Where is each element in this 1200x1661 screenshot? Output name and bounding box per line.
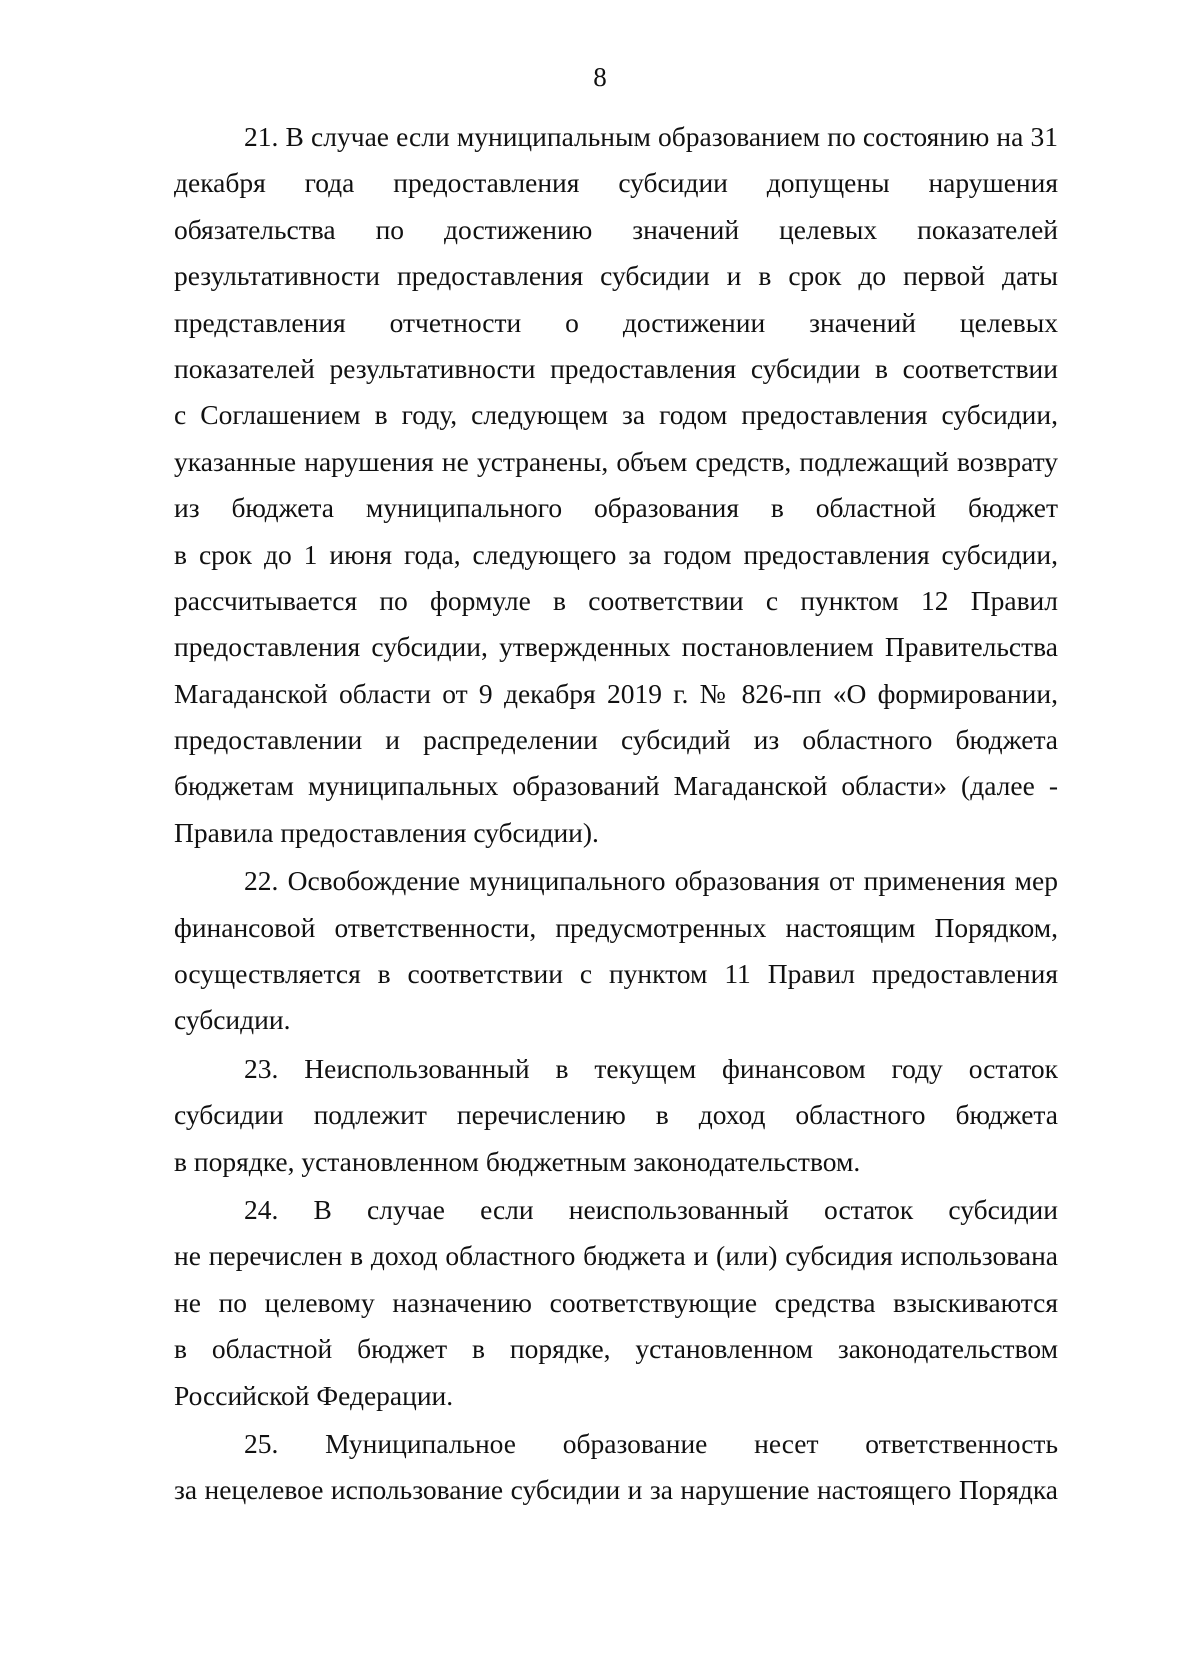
text-line: рассчитывается по формуле в соответствии с пунктом 12 Правил [174, 584, 1058, 616]
text-line: 21. В случае если муниципальным образованием по состоянию на 31 [244, 121, 1058, 152]
text-line: результативности предоставления субсидии и в срок до первой даты [174, 260, 1058, 292]
text-line: обязательства по достижению значений целевых показателей [174, 213, 1058, 245]
text-line: 25. Муниципальное образование несет ответственность [244, 1427, 1058, 1459]
text-line: не по целевому назначению соответствующие средства взыскиваются [174, 1286, 1058, 1318]
text-line: субсидии подлежит перечислению в доход областного бюджета [174, 1099, 1058, 1131]
text-line: декабря года предоставления субсидии допущены нарушения [174, 167, 1058, 199]
text-line: Магаданской области от 9 декабря 2019 г. № 826-пп «О формировании, [174, 677, 1058, 709]
text-line: за нецелевое использование субсидии и за нарушение настоящего Порядка [174, 1474, 1058, 1506]
text-line: Российской Федерации. [174, 1379, 454, 1411]
paragraph-23 [174, 1046, 1058, 1185]
text-line: из бюджета муниципального образования в областной бюджет [174, 492, 1058, 524]
text-line: в областной бюджет в порядке, установленном законодательством [174, 1333, 1058, 1365]
text-line: не перечислен в доход областного бюджета и (или) субсидия использована [174, 1240, 1058, 1272]
text-line: субсидии. [174, 1004, 291, 1036]
paragraph-24 [174, 1187, 1058, 1419]
text-line: 23. Неиспользованный в текущем финансовом году остаток [244, 1052, 1058, 1084]
text-line: указанные нарушения не устранены, объем средств, подлежащий возврату [174, 445, 1058, 477]
page-number: 8 [593, 62, 607, 92]
text-line: Правила предоставления субсидии). [174, 816, 599, 848]
text-line: предоставления субсидии, утвержденных постановлением Правительства [174, 631, 1058, 663]
paragraph-21 [174, 114, 1058, 856]
text-line: показателей результативности предоставления субсидии в соответствии [174, 352, 1058, 384]
text-line: предоставлении и распределении субсидий из областного бюджета [174, 724, 1058, 756]
text-line: представления отчетности о достижении значений целевых [174, 306, 1058, 338]
text-line: с Соглашением в году, следующем за годом предоставления субсидии, [174, 399, 1058, 431]
document-body [174, 114, 1058, 1516]
text-line: в порядке, установленном бюджетным законодательством. [174, 1145, 861, 1177]
paragraph-22 [174, 858, 1058, 1044]
text-line: бюджетам муниципальных образований Магаданской области» (далее - [174, 770, 1058, 802]
paragraph-25 [174, 1421, 1058, 1514]
text-line: осуществляется в соответствии с пунктом 11 Правил предоставления [174, 958, 1058, 990]
text-line: 22. Освобождение муниципального образования от применения мер [244, 865, 1058, 897]
text-line: в срок до 1 июня года, следующего за годом предоставления субсидии, [174, 538, 1058, 570]
text-line: 24. В случае если неиспользованный остаток субсидии [244, 1193, 1058, 1225]
text-line: финансовой ответственности, предусмотренных настоящим Порядком, [174, 911, 1058, 943]
